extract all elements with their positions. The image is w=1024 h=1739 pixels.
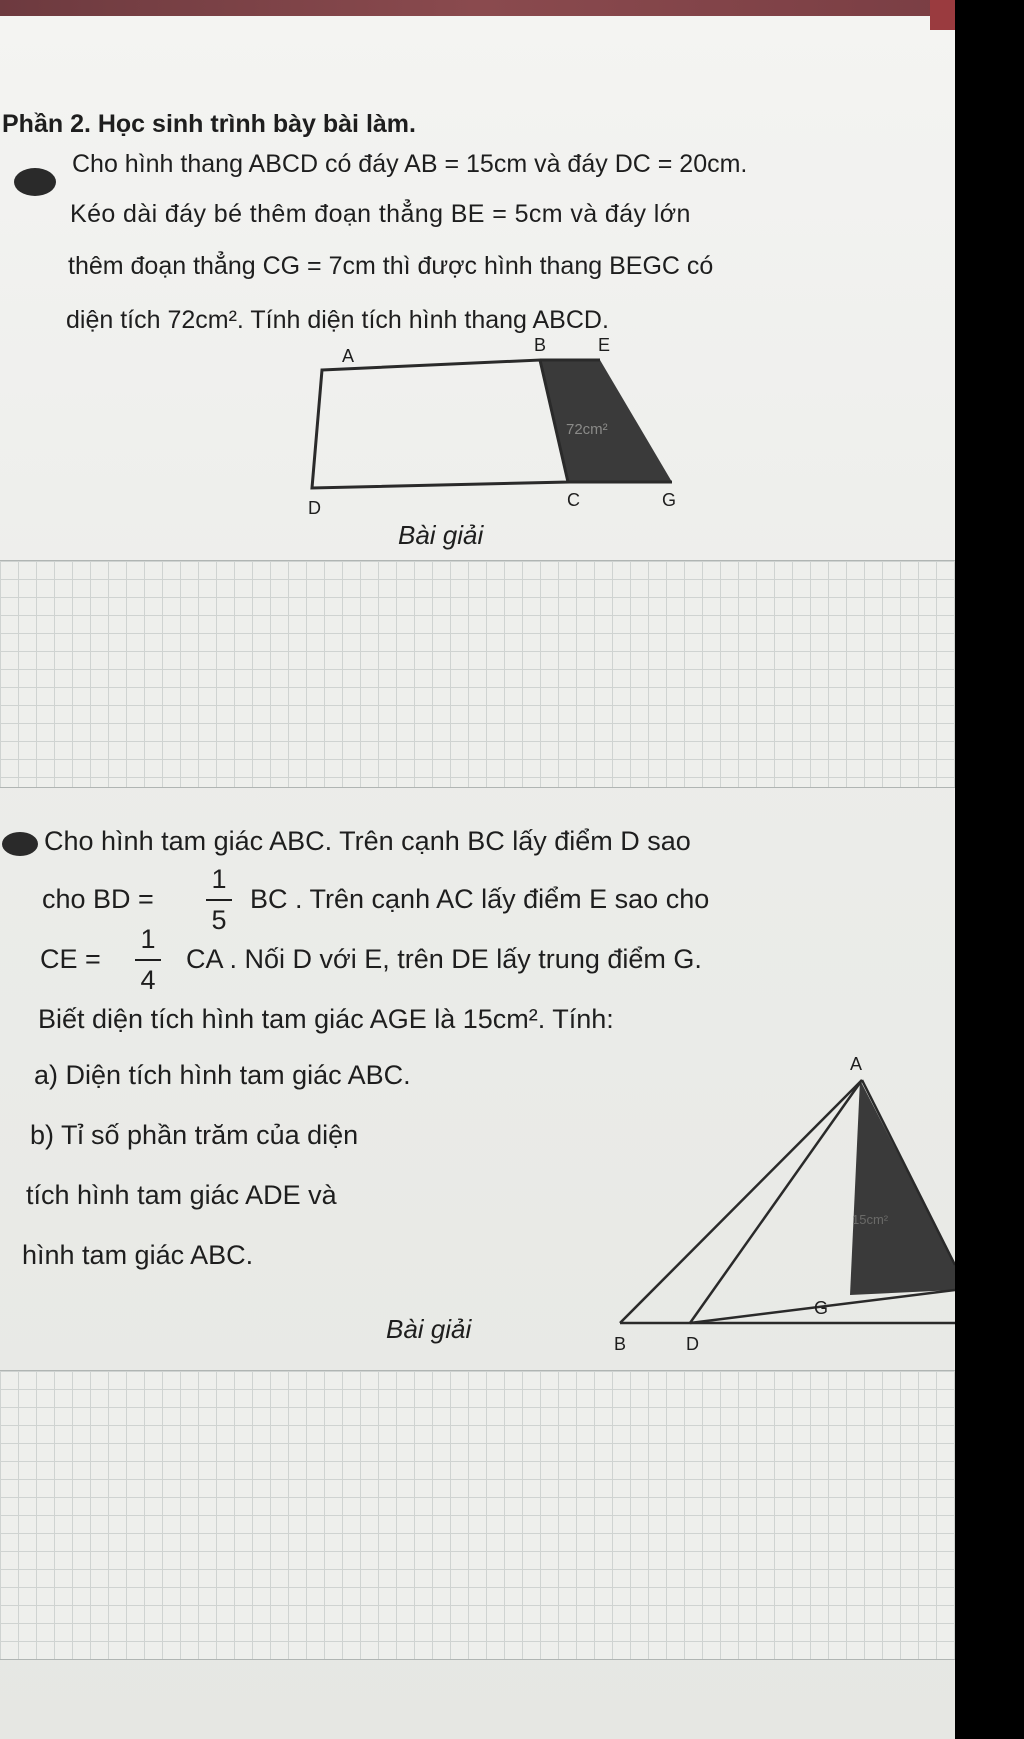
- section-title: Phần 2. Học sinh trình bày bài làm.: [2, 110, 416, 138]
- fraction-one-quarter: [135, 926, 161, 994]
- solution-heading-2: Bài giải: [386, 1314, 472, 1344]
- trapezoid-abcd: [312, 360, 568, 488]
- label-e: E: [598, 335, 611, 355]
- question-b-line2: tích hình tam giác ADE và: [26, 1180, 337, 1210]
- fraction-one-fifth: [206, 866, 232, 934]
- problem2-line1: Cho hình tam giác ABC. Trên cạnh BC lấy điểm D sao: [44, 826, 691, 856]
- question-a: a) Diện tích hình tam giác ABC.: [34, 1060, 411, 1090]
- problem1-line2: Kéo dài đáy bé thêm đoạn thẳng BE = 5cm và đáy lớn: [70, 200, 691, 228]
- area-label-age: 15cm²: [852, 1212, 889, 1227]
- label-c: C: [567, 490, 580, 510]
- label-a: A: [342, 346, 355, 366]
- cover-corner: [930, 0, 955, 30]
- question-b-line1: b) Tỉ số phần trăm của diện: [30, 1120, 359, 1150]
- label-d: D: [308, 498, 321, 518]
- label-g: G: [662, 490, 677, 510]
- side-ab: [620, 1080, 862, 1323]
- segment-ad: [690, 1080, 862, 1323]
- problem1-bullet: [14, 168, 56, 196]
- problem2-line3-pre: CE =: [40, 944, 101, 974]
- label-d: D: [686, 1334, 699, 1350]
- area-label-begc: 72cm²: [566, 421, 608, 438]
- answer-grid-2[interactable]: [0, 1370, 955, 1660]
- trapezoid-figure: [290, 330, 710, 530]
- label-g: G: [814, 1298, 829, 1318]
- frac2-numerator: 1: [140, 924, 156, 954]
- problem2-line3-post: CA . Nối D với E, trên DE lấy trung điểm G.: [186, 944, 702, 974]
- triangle-figure: [580, 1050, 955, 1350]
- problem1-line4: diện tích 72cm². Tính diện tích hình thang ABCD.: [66, 306, 609, 334]
- triangle-age-shaded: [850, 1080, 955, 1295]
- label-b: B: [614, 1334, 627, 1350]
- problem2-bullet: [2, 832, 38, 856]
- label-a: A: [850, 1054, 863, 1074]
- answer-grid-1[interactable]: [0, 560, 955, 788]
- frac2-denominator: 4: [140, 965, 156, 995]
- label-b: B: [534, 335, 547, 355]
- problem1-line1: Cho hình thang ABCD có đáy AB = 15cm và đáy DC = 20cm.: [72, 150, 748, 178]
- frac1-numerator: 1: [211, 864, 227, 894]
- problem2-line4: Biết diện tích hình tam giác AGE là 15cm². Tính:: [38, 1004, 614, 1034]
- book-cover-edge: [0, 0, 955, 16]
- problem1-line3: thêm đoạn thẳng CG = 7cm thì được hình thang BEGC có: [68, 252, 714, 280]
- question-b-line3: hình tam giác ABC.: [22, 1240, 254, 1270]
- problem2-line2-post: BC . Trên cạnh AC lấy điểm E sao cho: [250, 884, 710, 914]
- frac1-denominator: 5: [211, 905, 227, 935]
- problem2-line2-pre: cho BD =: [42, 884, 154, 914]
- solution-heading-1: Bài giải: [398, 520, 484, 550]
